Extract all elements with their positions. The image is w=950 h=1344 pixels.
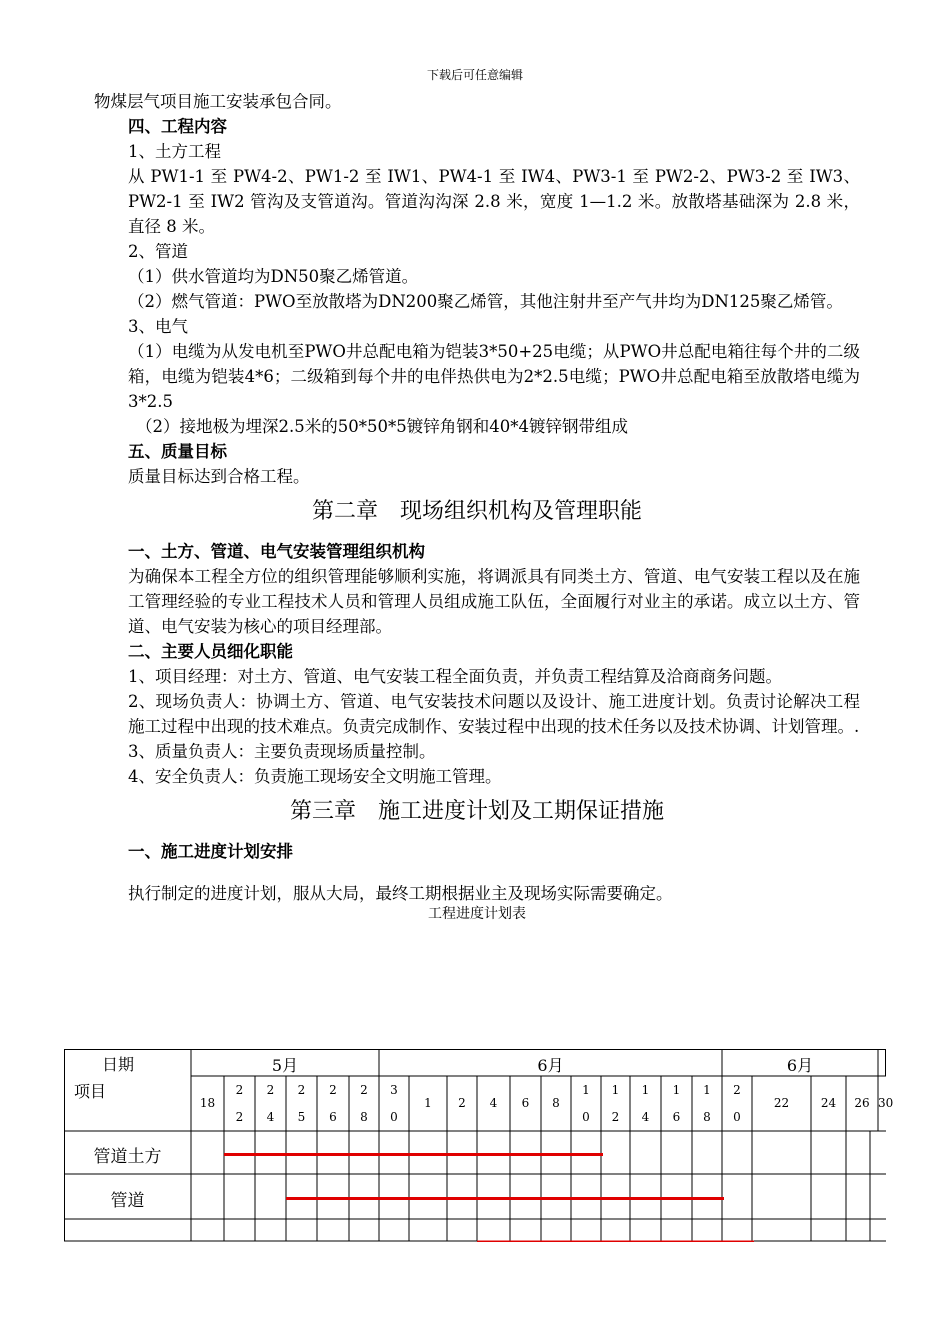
paragraph: 从 PW1-1 至 PW4-2、PW1-2 至 IW1、PW4-1 至 IW4、PW3-1 至 PW2-2、PW3-2 至 IW3、PW2-1 至 IW2 管沟及支管道沟。管道沟沟深 2.8 米，宽度 1—1.2 米。放散塔基础深为 2.8 米，直径 8 米。 [128, 167, 860, 236]
day-label: 22 [773, 1096, 790, 1110]
day-label: 2 0 [733, 1083, 741, 1124]
subsection-heading: 2、管道 [128, 242, 188, 261]
paragraph: （1）供水管道均为DN50聚乙烯管道。 [128, 267, 419, 286]
section-heading: 一、施工进度计划安排 [128, 842, 293, 861]
paragraph: （2）接地极为埋深2.5米的50*50*5镀锌角钢和40*4镀锌钢带组成 [136, 417, 628, 436]
paragraph: 1、项目经理：对土方、管道、电气安装工程全面负责，并负责工程结算及洽商商务问题。 [128, 667, 782, 686]
day-label: 4 [489, 1096, 498, 1110]
page-header-note: 下载后可任意编辑 [426, 68, 523, 82]
paragraph: 执行制定的进度计划，服从大局，最终工期根据业主及现场实际需要确定。 [128, 884, 673, 903]
day-label: 2 6 [329, 1083, 337, 1124]
paragraph: 质量目标达到合格工程。 [128, 467, 310, 486]
section-heading: 一、土方、管道、电气安装管理组织机构 [128, 542, 425, 561]
section-heading: 四、工程内容 [128, 117, 227, 136]
day-label: 2 4 [266, 1083, 275, 1124]
day-label: 6 [521, 1096, 530, 1110]
day-label: 3 0 [390, 1083, 398, 1124]
header-item-label: 项目 [74, 1082, 107, 1101]
paragraph: 3、质量负责人：主要负责现场质量控制。 [128, 742, 436, 761]
day-label: 30 [878, 1096, 894, 1110]
subsection-heading: 1、土方工程 [128, 142, 221, 161]
month-label: 6月 [537, 1056, 564, 1075]
month-label: 6月 [786, 1056, 814, 1075]
paragraph: 为确保本工程全方位的组织管理能够顺利实施，将调派具有同类土方、管道、电气安装工程以及在施工管理经验的专业工程技术人员和管理人员组成施工队伍，全面履行对业主的承诺。成立以土方、管道、电气安装为核心的项目经理部。 [128, 567, 860, 636]
chapter-title: 第二章 现场组织机构及管理职能 [311, 499, 642, 524]
day-label: 2 [458, 1096, 466, 1110]
day-label: 8 [552, 1096, 560, 1110]
day-label: 1 2 [611, 1083, 620, 1124]
task-label: 管道 [110, 1190, 145, 1211]
section-heading: 二、主要人员细化职能 [128, 642, 293, 661]
schedule-table [64, 1049, 894, 1242]
day-label: 1 6 [672, 1083, 681, 1124]
subsection-heading: 3、电气 [128, 317, 188, 336]
month-label: 5月 [271, 1056, 299, 1075]
day-label: 1 4 [641, 1083, 650, 1124]
day-label: 18 [199, 1096, 216, 1110]
table-caption: 工程进度计划表 [428, 906, 526, 922]
paragraph: 2、现场负责人：协调土方、管道、电气安装技术问题以及设计、施工进度计划。负责讨论解决工程施工过程中出现的技术难点。负责完成制作、安装过程中出现的技术任务以及技术协调、计划管理。. [128, 692, 860, 736]
paragraph: 4、安全负责人：负责施工现场安全文明施工管理。 [128, 767, 502, 786]
day-label: 2 5 [297, 1083, 306, 1124]
day-label: 1 8 [703, 1083, 711, 1124]
section-heading: 五、质量目标 [128, 442, 227, 461]
task-label: 管道土方 [93, 1146, 162, 1167]
paragraph: （2）燃气管道：PWO至放散塔为DN200聚乙烯管，其他注射井至产气井均为DN125聚乙烯管。 [128, 292, 843, 311]
day-label: 26 [854, 1096, 870, 1110]
day-label: 1 0 [582, 1083, 590, 1124]
day-label: 1 [424, 1096, 432, 1110]
day-label: 2 8 [360, 1083, 368, 1124]
day-label: 24 [820, 1096, 837, 1110]
chapter-title: 第三章 施工进度计划及工期保证措施 [289, 799, 664, 824]
day-label: 2 2 [235, 1083, 244, 1124]
paragraph: 物煤层气项目施工安装承包合同。 [94, 92, 342, 111]
header-date-label: 日期 [102, 1055, 135, 1074]
paragraph: （1）电缆为从发电机至PWO井总配电箱为铠装3*50+25电缆；从PWO井总配电箱往每个井的二级箱，电缆为铠装4*6；二级箱到每个井的电伴热供电为2*2.5电缆；PWO井总配电箱至放散塔电缆为3*2.5 [128, 342, 860, 411]
document-body [94, 89, 860, 922]
